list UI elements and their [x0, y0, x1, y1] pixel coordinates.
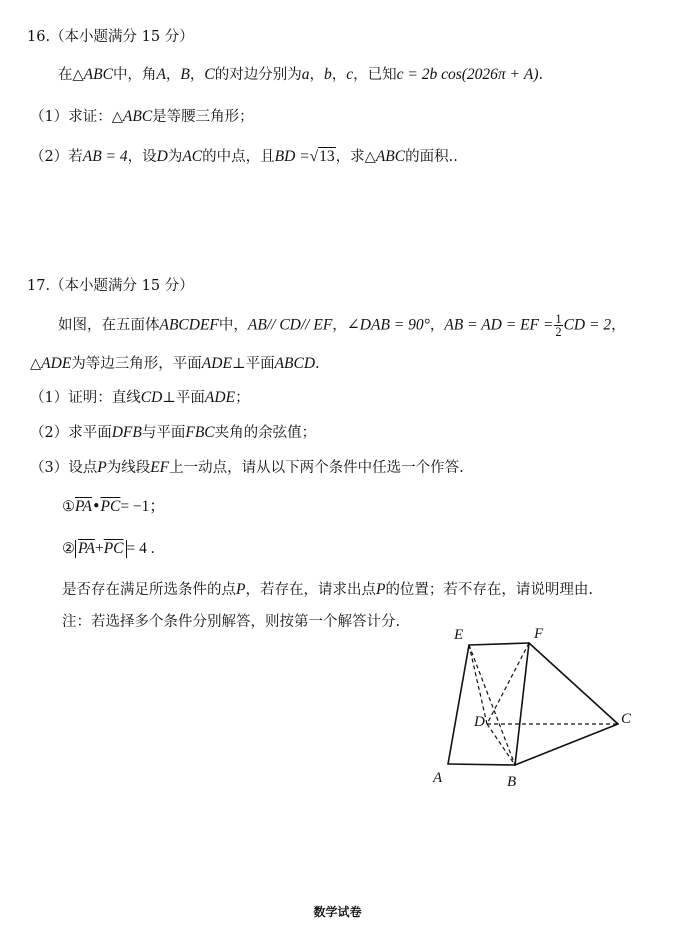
q17-part2: （2）求平面DFB与平面FBC夹角的余弦值；: [30, 424, 317, 441]
vertex-label-f: F: [534, 626, 544, 642]
vertex-label-c: C: [621, 711, 632, 727]
q17-stem-line2: △ADE为等边三角形，平面ADE⊥平面ABCD.: [30, 355, 320, 372]
fraction-one-half: $\frac{1}{2}$: [555, 312, 562, 339]
edge-ef: [469, 643, 529, 645]
q17-header: 17.（本小题满分 15 分）: [27, 278, 194, 294]
edge-db: [487, 724, 515, 765]
edge-fc: [529, 643, 618, 724]
pentahedron-figure: [425, 620, 645, 795]
q17-condition-1: $①\overline{PA}•\overline{PC}= -1$；: [62, 498, 165, 515]
q16-stem: 在△ABC中，角A，B，C的对边分别为a，b，c，已知c = 2b cos(2026π + A).: [58, 66, 544, 83]
q16-part2: （2）若AB = 4，设D为AC的中点，且BD =√13，求△ABC的面积..: [30, 148, 458, 165]
q17-condition-2: ② $\overline{PA}+\overline{PC} = 4$ .: [62, 540, 155, 557]
page-footer: 数学试卷: [313, 905, 362, 919]
edge-ab: [448, 764, 515, 765]
edge-bc: [515, 724, 618, 765]
q16-given-formula: c = 2b cos(2026π + A): [396, 66, 539, 83]
q17-note: 注：若选择多个条件分别解答，则按第一个解答计分.: [62, 614, 401, 630]
q16-part1: （1）求证：△ABC是等腰三角形；: [30, 108, 254, 125]
q17-question: 是否存在满足所选条件的点P，若存在，请求出点P的位置；若不存在，请说明理由.: [62, 581, 594, 598]
q17-part1: （1）证明：直线CD⊥平面ADE；: [30, 389, 250, 406]
sqrt-radicand: 13: [319, 148, 335, 165]
sqrt-symbol: √: [309, 148, 319, 165]
vector-pa: $\overline{PA}$: [75, 498, 92, 515]
edge-ea: [448, 645, 469, 764]
vector-sum-magnitude: $\overline{PA}+\overline{PC}$: [75, 540, 127, 558]
edge-eb: [469, 645, 515, 765]
vertex-label-b: B: [507, 774, 517, 790]
vertex-label-a: A: [433, 770, 443, 786]
q17-stem-line1: 如图，在五面体ABCDEF中，AB// CD// EF，∠DAB = 90°，AB = AD = EF = $\frac{1}{2}$ CD = 2，: [58, 312, 626, 339]
vertex-label-d: D: [474, 714, 485, 730]
edge-fb: [515, 643, 529, 765]
q16-header: 16.（本小题满分 15 分）: [27, 29, 194, 45]
vector-pc: $\overline{PC}$: [100, 498, 121, 515]
q17-part3: （3）设点P为线段EF上一动点，请从以下两个条件中任选一个作答.: [30, 459, 464, 476]
edge-fd: [487, 643, 529, 724]
vertex-label-e: E: [454, 627, 464, 643]
